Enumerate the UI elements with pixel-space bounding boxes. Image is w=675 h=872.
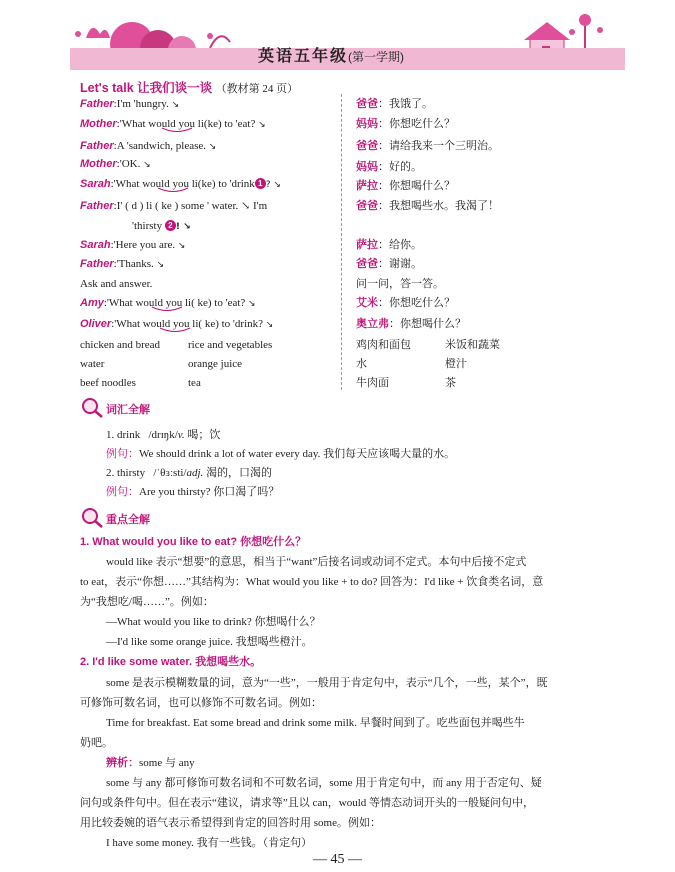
dialogue-line: Mother:'What would you li(ke) to 'eat? ↘ (80, 118, 266, 130)
dialogue-line: Father:I' ( d ) li ( ke ) some ' water. ↘ I'm (80, 200, 268, 212)
food-item: beef noodles (80, 377, 136, 389)
example-line: —What would you like to drink? 你想喝什么？ (106, 616, 321, 628)
food-item: tea (188, 377, 201, 389)
food-item: 鸡肉和面包 (356, 339, 411, 351)
food-item: orange juice (188, 358, 243, 370)
vocab-title: 词汇全解 (106, 404, 150, 416)
page-number: — 45 — (313, 852, 362, 867)
cn-line: 爸爸：我想喝些水。我渴了！ (356, 200, 499, 212)
dialogue-line: Ask and answer. (80, 278, 153, 290)
linking-mark (160, 127, 194, 135)
paragraph-line: to eat，表示“你想……”其结构为：What would you like + to do? 回答为：I'd like + 饮食类名词，意 (80, 576, 544, 588)
cn-line: 爸爸：我饿了。 (356, 98, 433, 110)
header-title: 英语五年级(第一学期) (258, 48, 405, 65)
cn-line: 爸爸：请给我来一个三明治。 (356, 140, 499, 152)
dialogue-line: Sarah:'What would you li(ke) to 'drink 1 ? ↘ (80, 178, 281, 190)
dialogue-line: Mother:'OK. ↘ (80, 158, 151, 170)
column-divider (341, 94, 342, 390)
cn-line: 萨拉：给你。 (356, 239, 422, 251)
cn-line: 萨拉：你想喝什么？ (356, 180, 455, 192)
dialogue-line: Amy:'What would you li( ke) to 'eat? ↘ (80, 297, 256, 309)
dialogue-line: 'thirsty 2 ! ↘ (132, 220, 191, 232)
cn-line: 妈妈：好的。 (356, 161, 422, 173)
cn-line: 妈妈：你想吃什么？ (356, 118, 455, 130)
paragraph-line: 奶吧。 (80, 737, 113, 749)
linking-mark (158, 327, 192, 335)
paragraph-line: Time for breakfast. Eat some bread and drink some milk. 早餐时间到了。吃些面包并喝些牛 (106, 717, 525, 729)
vocab-item: 1. drink /drɪŋk/v. 喝；饮 (106, 429, 221, 441)
paragraph-line: 问句或条件句中。但在表示“建议，请求等”且以 can，would 等情态动词开头的一般疑问句中， (80, 797, 535, 809)
vocab-item: 2. thirsty /ˈθɜːsti/adj. 渴的，口渴的 (106, 467, 273, 479)
analysis-line: 辨析：some 与 any (106, 757, 195, 769)
paragraph-line: I have some money. 我有一些钱。（肯定句） (106, 837, 313, 849)
key-heading-1: 1. What would you like to eat? 你想吃什么？ (80, 536, 307, 548)
linking-mark (150, 306, 184, 314)
food-item: water (80, 358, 105, 370)
paragraph-line: 用比较委婉的语气表示希望得到肯定的回答时用 some。例如： (80, 817, 381, 829)
magnifier-icon (80, 396, 104, 418)
food-item: 水 (356, 358, 367, 370)
paragraph-line: would like 表示“想要”的意思，相当于“want”后接名词或动词不定式。本句中后接不定式 (106, 556, 527, 568)
dialogue-line: Father:A 'sandwich, please. ↘ (80, 140, 217, 152)
paragraph-line: 可修饰可数名词，也可以修饰不可数名词。例如： (80, 697, 322, 709)
page-header (0, 0, 675, 75)
paragraph-line: some 是表示模糊数量的词，意为“一些”，一般用于肯定句中，表示“几个，一些，某个”，既 (106, 677, 548, 689)
vocab-example: 例句：We should drink a lot of water every day. 我们每天应该喝大量的水。 (106, 448, 456, 460)
food-item: 橙汁 (445, 358, 467, 370)
vocab-example: 例句：Are you thirsty? 你口渴了吗？ (106, 486, 280, 498)
section-title: Let's talk 让我们谈一谈 （教材第 24 页） (80, 81, 299, 95)
food-item: 米饭和蔬菜 (445, 339, 500, 351)
dialogue-line: Sarah:'Here you are. ↘ (80, 239, 186, 251)
cn-line: 艾米：你想吃什么？ (356, 297, 455, 309)
food-item: 茶 (445, 377, 456, 389)
food-item: 牛肉面 (356, 377, 389, 389)
key-heading-2: 2. I'd like some water. 我想喝些水。 (80, 656, 262, 668)
dialogue-line: Oliver:'What would you li( ke) to 'drink? ↘ (80, 318, 274, 330)
cn-line: 爸爸：谢谢。 (356, 258, 422, 270)
example-line: —I'd like some orange juice. 我想喝些橙汁。 (106, 636, 313, 648)
dialogue-line: Father:I'm 'hungry. ↘ (80, 98, 180, 110)
magnifier-icon (80, 506, 104, 528)
paragraph-line: some 与 any 都可修饰可数名词和不可数名词，some 用于肯定句中，而 any 用于否定句、疑 (106, 777, 542, 789)
cn-line: 奥立弗：你想喝什么？ (356, 318, 466, 330)
paragraph-line: 为“我想吃/喝……”。例如： (80, 596, 214, 608)
cn-line: 问一问，答一答。 (356, 278, 444, 290)
key-title: 重点全解 (106, 514, 150, 526)
dialogue-line: Father:'Thanks. ↘ (80, 258, 165, 270)
food-item: rice and vegetables (188, 339, 273, 351)
food-item: chicken and bread (80, 339, 161, 351)
linking-mark (156, 187, 190, 195)
